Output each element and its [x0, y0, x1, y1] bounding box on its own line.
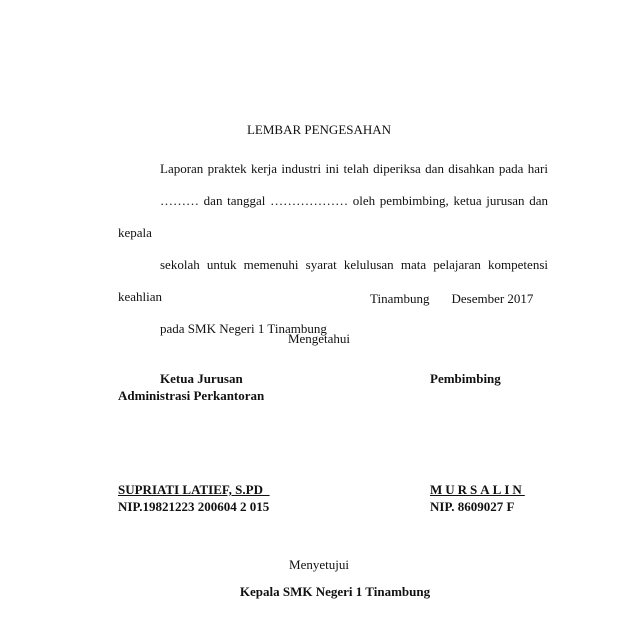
document-title: LEMBAR PENGESAHAN	[246, 122, 392, 137]
acknowledged-label: Mengetahui	[287, 331, 351, 346]
approved-label: Menyetujui	[289, 557, 349, 572]
left-signatory-name: SUPRIATI LATIEF, S.PD_	[118, 482, 270, 497]
right-signatory-role: Pembimbing	[430, 371, 501, 386]
paragraph-line: sekolah untuk memenuhi syarat kelulusan mata pelajaran kompetensi keahlian	[118, 257, 548, 304]
left-signatory-role: Ketua Jurusan	[160, 371, 243, 386]
left-signatory-department: Administrasi Perkantoran	[118, 388, 265, 403]
right-signatory-name: MURSALIN	[430, 482, 525, 497]
left-signatory-nip: NIP.19821223 200604 2 015	[118, 499, 270, 514]
approval-paragraph	[118, 153, 548, 345]
date: Desember 2017	[451, 291, 534, 306]
place-date	[370, 291, 533, 307]
paragraph-line: ……… dan tanggal ……………… oleh pembimbing, ketua jurusan dan kepala	[118, 193, 548, 240]
paragraph-line: pada SMK Negeri 1 Tinambung	[160, 321, 327, 336]
paragraph-line: Laporan praktek kerja industri ini telah diperiksa dan disahkan pada hari	[160, 161, 548, 176]
approver-title: Kepala SMK Negeri 1 Tinambung	[239, 584, 431, 599]
place: Tinambung	[370, 291, 430, 306]
right-signatory-nip: NIP. 8609027 F	[430, 499, 515, 514]
